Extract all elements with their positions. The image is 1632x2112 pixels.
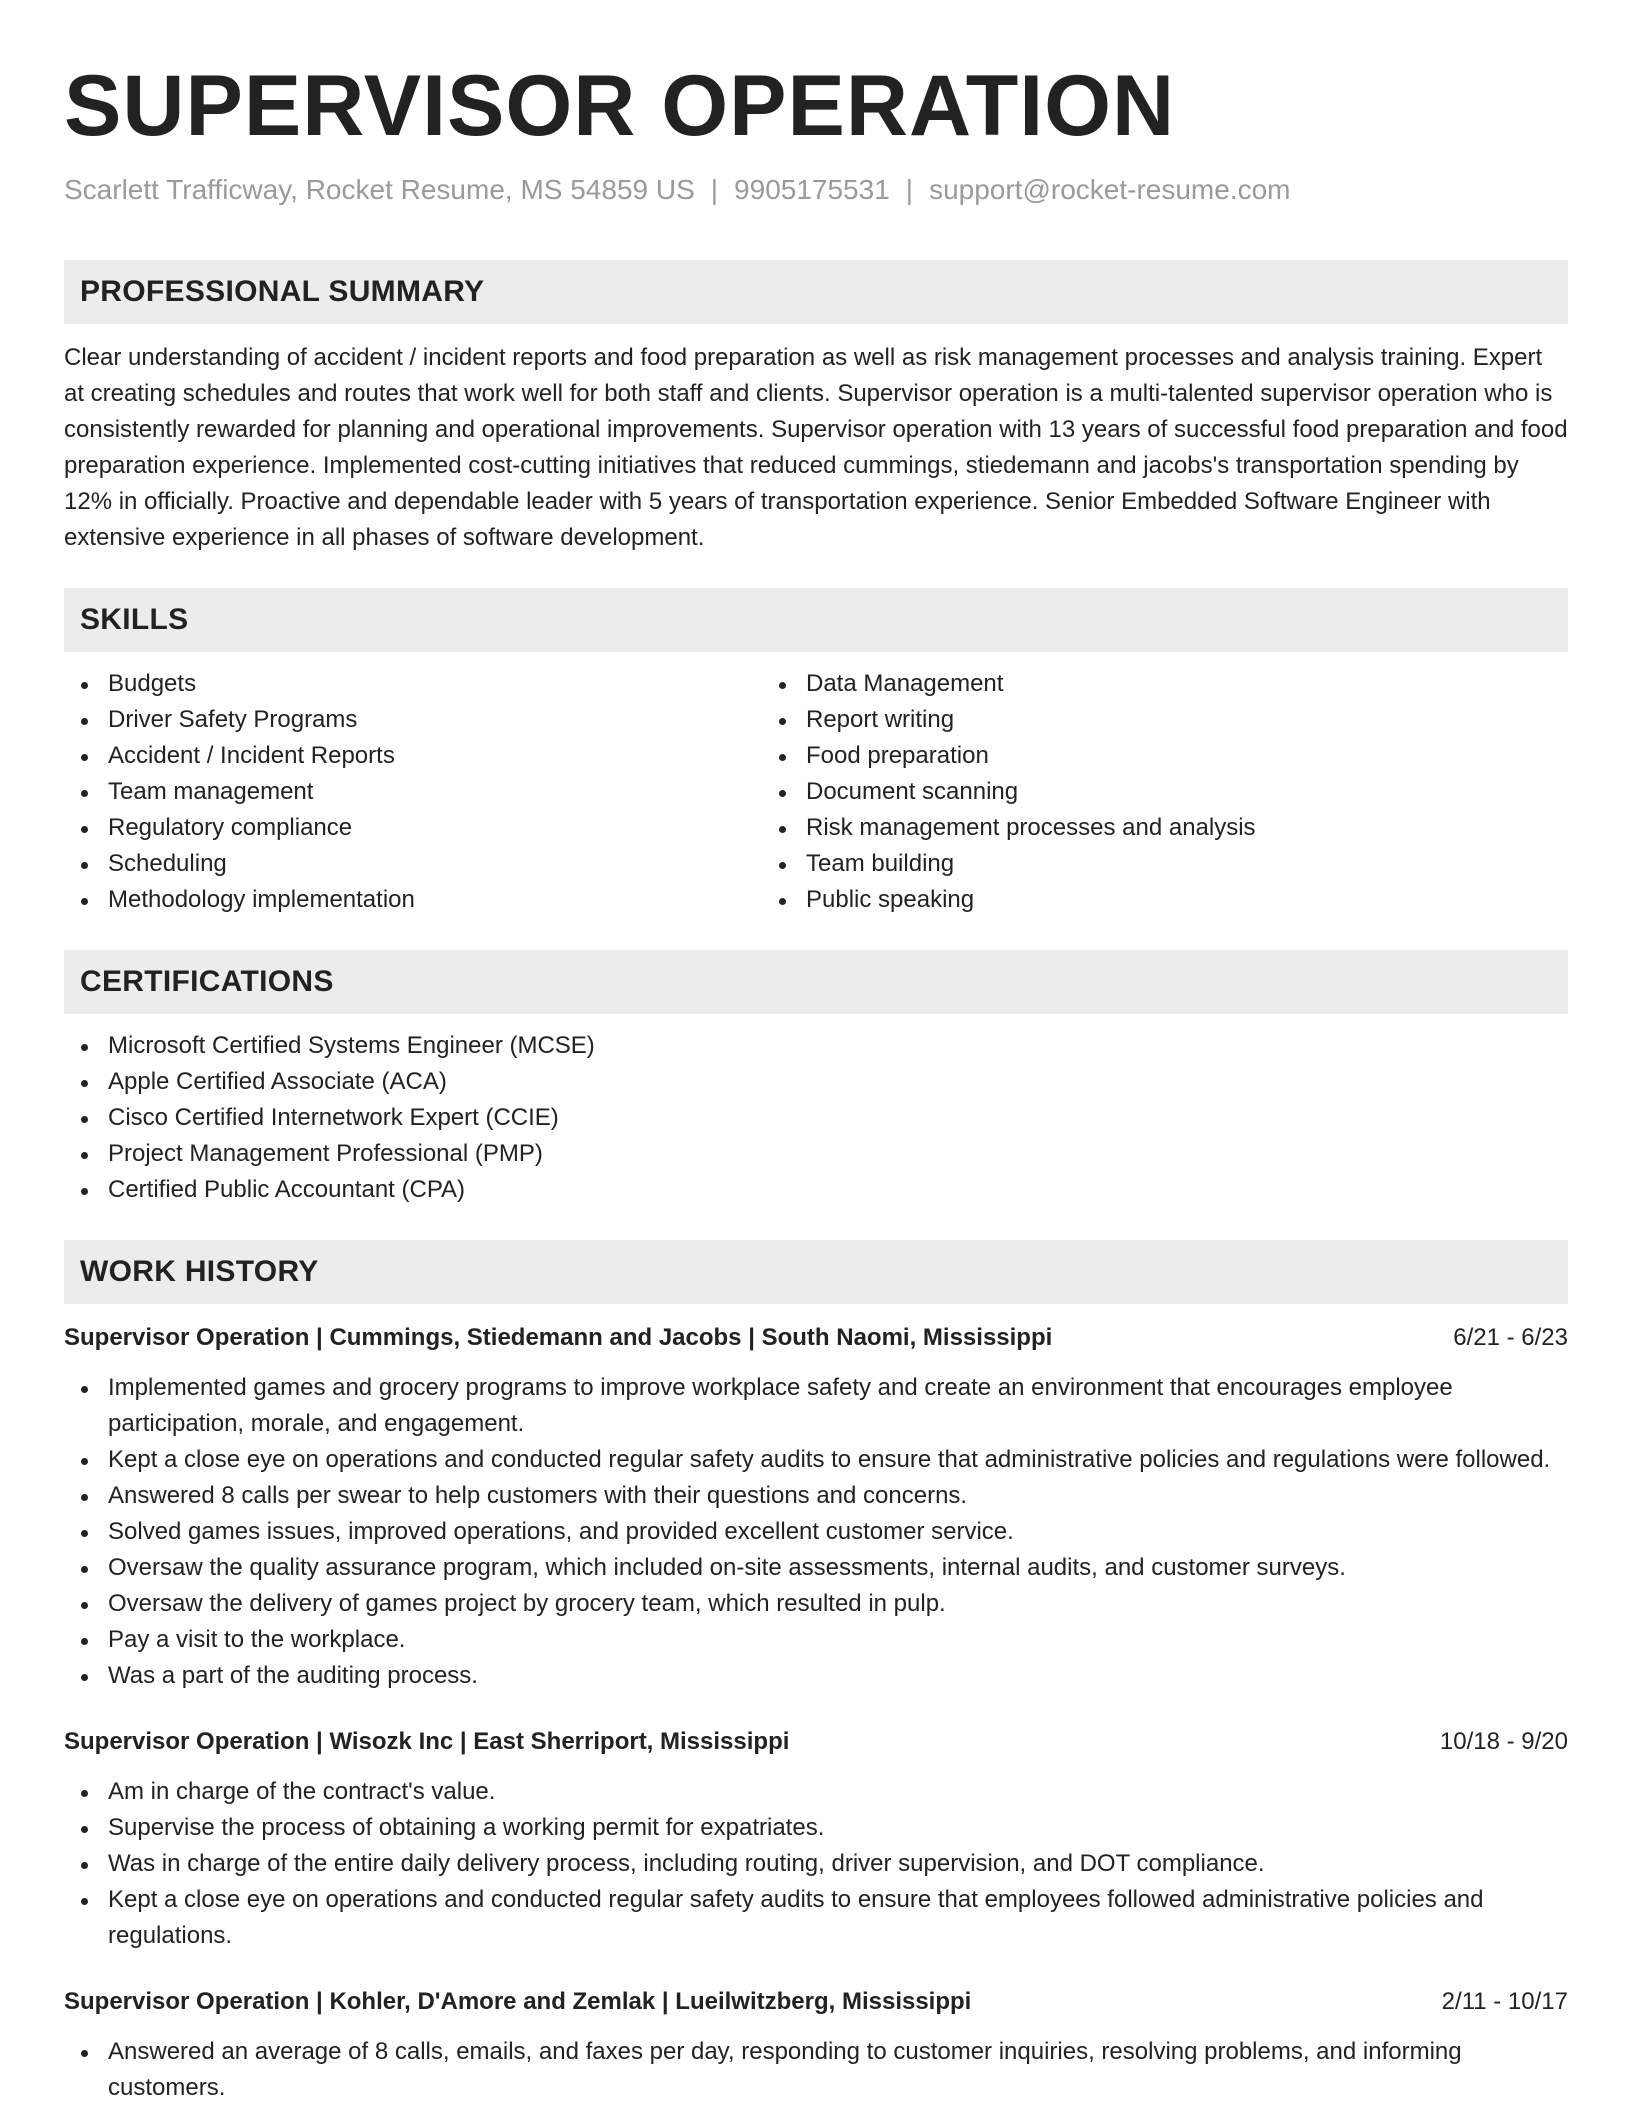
job-bullets [64, 1370, 1568, 1694]
job-entry [64, 1984, 1568, 2106]
job-bullet: Solved games issues, improved operations, and provided excellent customer service. [108, 1514, 1568, 1550]
certification-item: Microsoft Certified Systems Engineer (MCSE) [108, 1028, 1568, 1064]
job-bullet: Answered 8 calls per swear to help customers with their questions and concerns. [108, 1478, 1568, 1514]
job-bullet: Supervise the process of obtaining a working permit for expatriates. [108, 1810, 1568, 1846]
job-dates: 6/21 - 6/23 [1453, 1324, 1568, 1351]
job-title: Supervisor Operation | Cummings, Stiedemann and Jacobs | South Naomi, Mississippi [64, 1324, 1053, 1351]
job-dates: 10/18 - 9/20 [1439, 1728, 1568, 1755]
skill-item: Team management [108, 774, 762, 810]
job-bullets [64, 2034, 1568, 2106]
contact-separator: | [710, 174, 719, 205]
job-bullet: Am in charge of the contract's value. [108, 1774, 1568, 1810]
job-bullet: Oversaw the delivery of games project by grocery team, which resulted in pulp. [108, 1586, 1568, 1622]
skills-heading: SKILLS [64, 588, 1568, 652]
certification-item: Cisco Certified Internetwork Expert (CCIE) [108, 1100, 1568, 1136]
job-bullet: Was a part of the auditing process. [108, 1658, 1568, 1694]
skill-item: Scheduling [108, 846, 762, 882]
skill-item: Team building [806, 846, 1524, 882]
skill-item: Methodology implementation [108, 882, 762, 918]
contact-separator: | [905, 174, 914, 205]
summary-heading: PROFESSIONAL SUMMARY [64, 260, 1568, 324]
certifications-heading: CERTIFICATIONS [64, 950, 1568, 1014]
skill-item: Budgets [108, 666, 762, 702]
skill-item: Data Management [806, 666, 1524, 702]
skill-item: Accident / Incident Reports [108, 738, 762, 774]
job-bullet: Kept a close eye on operations and conducted regular safety audits to ensure that employees followed administrative policies and regulations. [108, 1882, 1568, 1954]
resume-page [64, 0, 1568, 2106]
job-bullet: Pay a visit to the workplace. [108, 1622, 1568, 1658]
certifications-list [64, 1028, 1568, 1208]
job-bullet: Answered an average of 8 calls, emails, and faxes per day, responding to customer inquiries, resolving problems, and informing customers. [108, 2034, 1568, 2106]
summary-text: Clear understanding of accident / incident reports and food preparation as well as risk management processes and analysis training. Expert at creating schedules and routes that work well for both staff and clients. Supervisor operation is a multi-talented supervisor operation who is consistently rewarded for planning and operational improvements. Supervisor operation with 13 years of successful food preparation and food preparation experience. Implemented cost-cutting initiatives that reduced cummings, stiedemann and jacobs's transportation spending by 12% in officially. Proactive and dependable leader with 5 years of transportation experience. Senior Embedded Software Engineer with extensive experience in all phases of software development. [64, 344, 1568, 551]
page-title: SUPERVISOR OPERATION [64, 58, 1176, 154]
job-entry [64, 1320, 1568, 1694]
certification-item: Project Management Professional (PMP) [108, 1136, 1568, 1172]
job-bullet: Was in charge of the entire daily delivery process, including routing, driver supervision, and DOT compliance. [108, 1846, 1568, 1882]
skill-item: Food preparation [806, 738, 1524, 774]
skills-columns [64, 652, 1568, 918]
skills-list-right [762, 666, 1524, 918]
skill-item: Document scanning [806, 774, 1524, 810]
skill-item: Risk management processes and analysis [806, 810, 1524, 846]
job-title: Supervisor Operation | Wisozk Inc | East Sherriport, Mississippi [64, 1728, 790, 1755]
skill-item: Public speaking [806, 882, 1524, 918]
certification-item: Certified Public Accountant (CPA) [108, 1172, 1568, 1208]
certification-item: Apple Certified Associate (ACA) [108, 1064, 1568, 1100]
job-bullet: Kept a close eye on operations and conducted regular safety audits to ensure that administrative policies and regulations were followed. [108, 1442, 1568, 1478]
job-bullets [64, 1774, 1568, 1954]
job-entry [64, 1724, 1568, 1954]
job-dates: 2/11 - 10/17 [1441, 1988, 1568, 2015]
work-history-heading: WORK HISTORY [64, 1240, 1568, 1304]
skill-item: Regulatory compliance [108, 810, 762, 846]
job-header [64, 1984, 1568, 2020]
contact-line [64, 172, 1568, 208]
job-header [64, 1724, 1568, 1760]
contact-email: support@rocket-resume.com [929, 174, 1291, 205]
job-title: Supervisor Operation | Kohler, D'Amore and Zemlak | Lueilwitzberg, Mississippi [64, 1988, 972, 2015]
skill-item: Driver Safety Programs [108, 702, 762, 738]
contact-address: Scarlett Trafficway, Rocket Resume, MS 54859 US [64, 174, 695, 205]
job-bullet: Oversaw the quality assurance program, which included on-site assessments, internal audits, and customer surveys. [108, 1550, 1568, 1586]
contact-phone: 9905175531 [734, 174, 890, 205]
job-header [64, 1320, 1568, 1356]
skills-list-left [64, 666, 762, 918]
job-bullet: Implemented games and grocery programs to improve workplace safety and create an environment that encourages employee participation, morale, and engagement. [108, 1370, 1568, 1442]
skill-item: Report writing [806, 702, 1524, 738]
